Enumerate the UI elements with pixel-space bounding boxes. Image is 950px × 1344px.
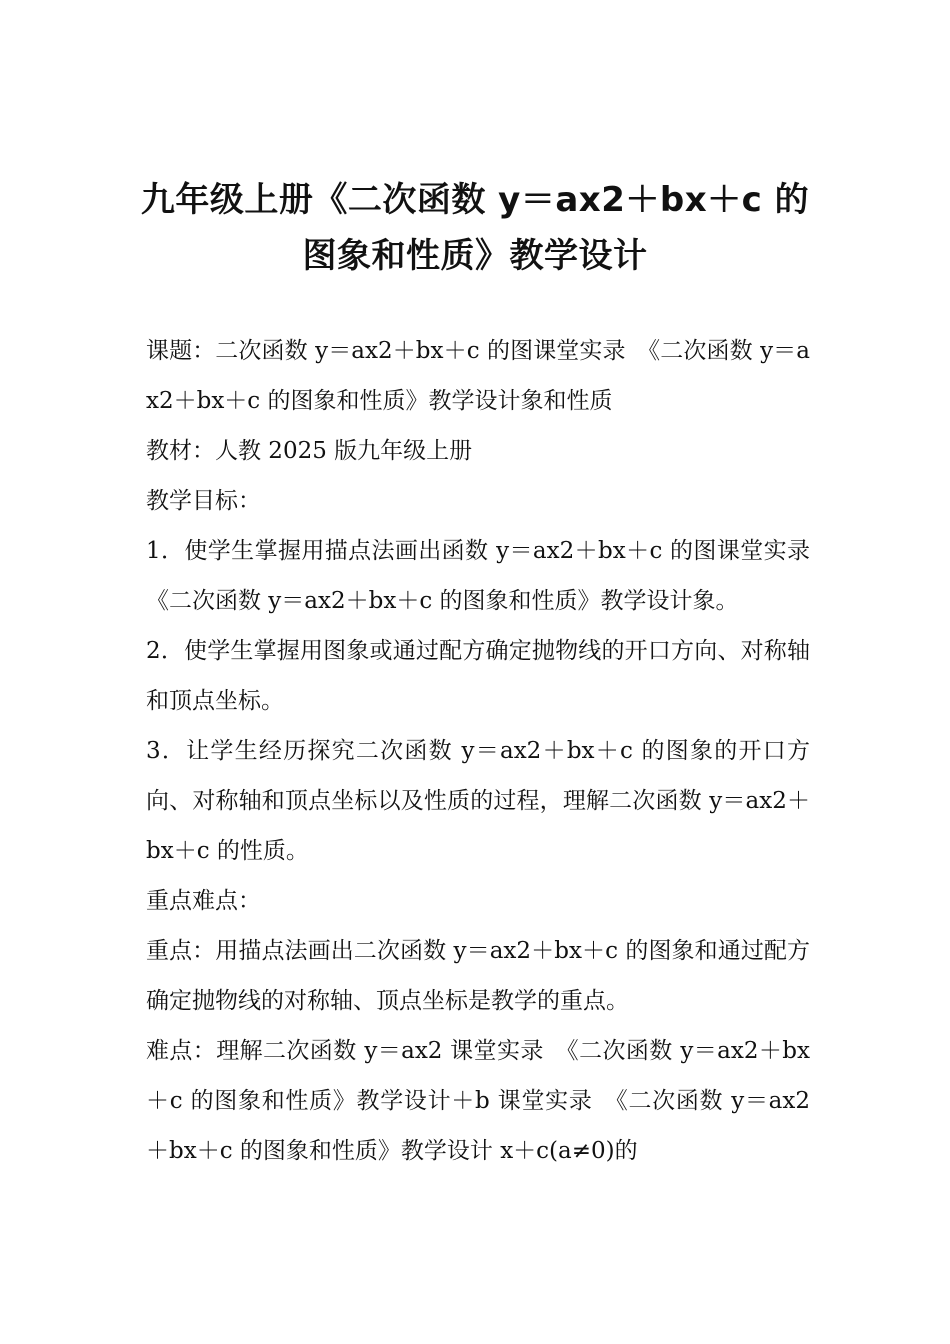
key-point-paragraph: 重点：用描点法画出二次函数 y＝ax2＋bx＋c 的图象和通过配方确定抛物线的对称轴、顶点坐标是教学的重点。	[146, 938, 810, 1014]
document-body	[146, 326, 833, 1176]
topic-paragraph: 课题：二次函数 y＝ax2＋bx＋c 的图课堂实录 《二次函数 y＝ax2＋bx＋c 的图象和性质》教学设计象和性质	[146, 338, 810, 414]
key-points-heading: 重点难点：	[146, 888, 261, 914]
document-title	[140, 172, 810, 284]
objective-item-3: 3．让学生经历探究二次函数 y＝ax2＋bx＋c 的图象的开口方向、对称轴和顶点坐标以及性质的过程，理解二次函数 y＝ax2＋bx＋c 的性质。	[146, 738, 810, 864]
objective-item-1: 1．使学生掌握用描点法画出函数 y＝ax2＋bx＋c 的图课堂实录 《二次函数 y＝ax2＋bx＋c 的图象和性质》教学设计象。	[146, 538, 833, 614]
objective-item-2: 2．使学生掌握用图象或通过配方确定抛物线的开口方向、对称轴和顶点坐标。	[146, 638, 810, 714]
objectives-heading: 教学目标：	[146, 488, 261, 514]
difficulty-paragraph: 难点：理解二次函数 y＝ax2 课堂实录 《二次函数 y＝ax2＋bx＋c 的图象和性质》教学设计＋b 课堂实录 《二次函数 y＝ax2＋bx＋c 的图象和性质》教学设计 x＋c(a≠0)的	[146, 1038, 810, 1164]
textbook-paragraph: 教材：人教 2025 版九年级上册	[146, 438, 473, 464]
title-line-2: 图象和性质》教学设计	[302, 236, 648, 276]
title-line-1: 九年级上册《二次函数 y＝ax2＋bx＋c 的	[140, 180, 810, 220]
